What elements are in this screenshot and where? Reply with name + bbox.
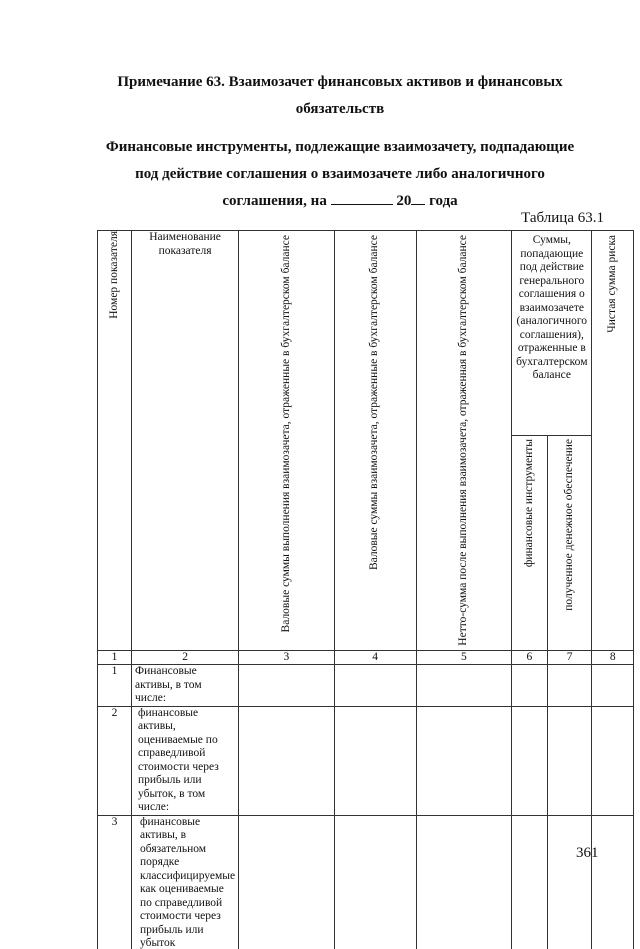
cell — [239, 665, 335, 707]
cell — [592, 665, 634, 707]
cell — [547, 815, 592, 949]
subtitle-year-prefix: 20 — [396, 193, 412, 209]
subtitle-date-prefix: соглашения, на — [222, 193, 327, 209]
cell — [334, 815, 416, 949]
header-gross-amounts: Валовые суммы взаимозачета, отраженные в бухгалтерском балансе — [334, 231, 416, 651]
row-number: 3 — [98, 815, 132, 949]
column-number: 8 — [592, 650, 634, 665]
cell — [512, 665, 548, 707]
cell — [547, 665, 592, 707]
header-cash-collateral: полученное денежное обеспечение — [547, 435, 592, 650]
year-blank-field — [411, 190, 425, 205]
row-name: финансовые активы, в обязательном порядке классифицируемые как оцениваемые по справедливой стоимости через прибыль или убыток — [132, 815, 239, 949]
offset-table — [97, 230, 634, 949]
note-title-line1: Примечание 63. Взаимозачет финансовых активов и финансовых — [117, 74, 563, 90]
header-indicator-number: Номер показателя — [98, 231, 132, 651]
table-row — [98, 706, 634, 815]
column-number: 7 — [547, 650, 592, 665]
header-net-amount: Нетто-сумма после выполнения взаимозачета, отраженная в бухгалтерском балансе — [416, 231, 512, 651]
table-row — [98, 815, 634, 949]
cell — [416, 706, 512, 815]
cell — [592, 815, 634, 949]
cell — [512, 706, 548, 815]
column-number: 6 — [512, 650, 548, 665]
column-number: 1 — [98, 650, 132, 665]
column-number: 4 — [334, 650, 416, 665]
header-gross-offset-amounts: Валовые суммы выполнения взаимозачета, отраженные в бухгалтерском балансе — [239, 231, 335, 651]
page-number: 361 — [576, 845, 599, 861]
table-row — [98, 665, 634, 707]
cell — [334, 706, 416, 815]
header-indicator-name: Наименование показателя — [132, 231, 239, 651]
cell — [547, 706, 592, 815]
cell — [416, 815, 512, 949]
cell — [592, 706, 634, 815]
subtitle-year-suffix: года — [429, 193, 458, 209]
row-name: финансовые активы, оцениваемые по справедливой стоимости через прибыль или убыток, в том числе: — [132, 706, 239, 815]
cell — [416, 665, 512, 707]
row-number: 1 — [98, 665, 132, 707]
header-master-netting-amounts: Суммы, попадающие под действие генерального соглашения о взаимозачете (аналогичного соглашения), отраженные в бухгалтерском балансе — [512, 231, 592, 436]
table-subtitle-line1: Финансовые инструменты, подлежащие взаимозачету, подпадающие — [105, 139, 575, 155]
row-number: 2 — [98, 706, 132, 815]
date-blank-field — [331, 190, 393, 205]
table-subtitle-line2: под действие соглашения о взаимозачете либо аналогичного — [135, 166, 545, 182]
column-number: 2 — [132, 650, 239, 665]
cell — [239, 706, 335, 815]
cell — [512, 815, 548, 949]
column-number: 5 — [416, 650, 512, 665]
note-title-line2: обязательств — [295, 101, 385, 117]
column-number: 3 — [239, 650, 335, 665]
header-net-risk: Чистая сумма риска — [592, 231, 634, 651]
cell — [239, 815, 335, 949]
header-financial-instruments: финансовые инструменты — [512, 435, 548, 650]
row-name: Финансовые активы, в том числе: — [132, 665, 239, 707]
table-number: Таблица 63.1 — [521, 210, 604, 226]
cell — [334, 665, 416, 707]
